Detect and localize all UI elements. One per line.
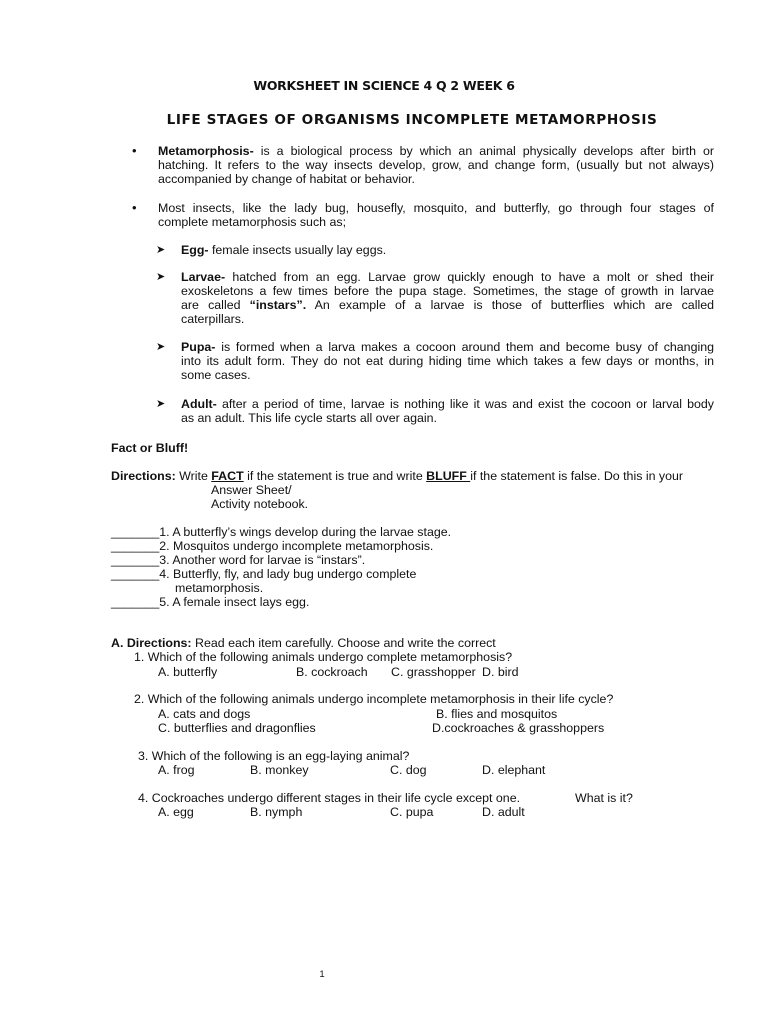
choice: A. cats and dogs	[158, 707, 251, 721]
stage-pupa: Pupa- is formed when a larva makes a cocoon around them and become busy of changing into its adult form. They do not eat during hiding time which takes a few days or months, in some cases.	[181, 340, 714, 382]
choice: B. nymph	[250, 805, 303, 819]
bullet-dot-icon: •	[132, 200, 137, 215]
question-4: 4. Cockroaches undergo different stages in their life cycle except one.	[138, 791, 521, 805]
stage-egg: Egg- female insects usually lay eggs.	[181, 243, 387, 257]
worksheet-subtitle: LIFE STAGES OF ORGANISMS INCOMPLETE METAMORPHOSIS	[166, 112, 658, 128]
page-number: 1	[319, 969, 325, 980]
stage-larvae: Larvae- hatched from an egg. Larvae grow quickly enough to have a molt or shed their exoskeletons a few times before the pupa stage. Sometimes, the stage of growth in larvae are called “instars”. An example of a larvae is those of butterflies which are called caterpillars.	[181, 270, 714, 326]
fact-or-bluff-items	[111, 525, 451, 609]
choice: D. elephant	[482, 763, 546, 777]
choice: A. butterfly	[158, 665, 218, 679]
list-item: _______2. Mosquitos undergo incomplete metamorphosis.	[111, 539, 434, 553]
term-instars: “instars”.	[249, 298, 307, 312]
choice: D.cockroaches & grasshoppers	[432, 721, 605, 735]
choice: B. monkey	[250, 763, 309, 777]
bullet-dot-icon: •	[132, 143, 137, 158]
list-item: _______3. Another word for larvae is “instars”.	[111, 553, 366, 567]
choice: C. grasshopper	[391, 665, 476, 679]
question-2: 2. Which of the following animals undergo incomplete metamorphosis in their life cycle?	[134, 692, 614, 706]
choice: C. butterflies and dragonflies	[158, 721, 316, 735]
choice: B. flies and mosquitos	[436, 707, 558, 721]
stage-adult: Adult- after a period of time, larvae is nothing like it was and exist the cocoon or larval body as an adult. This life cycle starts all over again.	[181, 397, 714, 425]
arrow-bullet-icon: ➤	[156, 271, 166, 283]
list-item: _______4. Butterfly, fly, and lady bug undergo complete	[111, 567, 417, 581]
list-item-continuation: metamorphosis.	[175, 581, 264, 595]
choice: C. pupa	[390, 805, 434, 819]
choice: A. egg	[158, 805, 194, 819]
arrow-bullet-icon: ➤	[156, 398, 166, 410]
worksheet-title: WORKSHEET IN SCIENCE 4 Q 2 WEEK 6	[253, 78, 515, 93]
bluff-word: BLUFF	[426, 469, 471, 483]
list-item: _______5. A female insect lays egg.	[111, 595, 310, 609]
question-4-tail: What is it?	[575, 791, 633, 805]
term-metamorphosis: Metamorphosis-	[158, 144, 254, 158]
arrow-bullet-icon: ➤	[156, 341, 166, 353]
bullet-most-insects: Most insects, like the lady bug, housefly, mosquito, and butterfly, go through four stages of complete metamorphosis such as;	[158, 201, 714, 229]
section-a-directions: A. Directions: Read each item carefully. Choose and write the correct	[111, 636, 496, 650]
bullet-metamorphosis: Metamorphosis- is a biological process by which an animal physically develops after birth or hatching. It refers to the way insects develop, grow, and change form, (usually but not always) accompanied by change of habitat or behavior.	[158, 144, 714, 186]
fact-or-bluff-heading: Fact or Bluff!	[111, 441, 189, 455]
choice: B. cockroach	[296, 665, 368, 679]
fact-or-bluff-directions: Directions: Write FACT if the statement is true and write BLUFF if the statement is false. Do this in your Answer Sheet/ Activity notebook.	[111, 469, 684, 511]
arrow-bullet-icon: ➤	[156, 244, 166, 256]
choice: A. frog	[158, 763, 195, 777]
question-3: 3. Which of the following is an egg-laying animal?	[138, 749, 410, 763]
fact-word: FACT	[211, 469, 244, 483]
choice: D. adult	[482, 805, 525, 819]
choice: D. bird	[482, 665, 519, 679]
question-1: 1. Which of the following animals undergo complete metamorphosis?	[134, 650, 513, 664]
list-item: _______1. A butterfly’s wings develop during the larvae stage.	[111, 525, 452, 539]
choice: C. dog	[390, 763, 427, 777]
